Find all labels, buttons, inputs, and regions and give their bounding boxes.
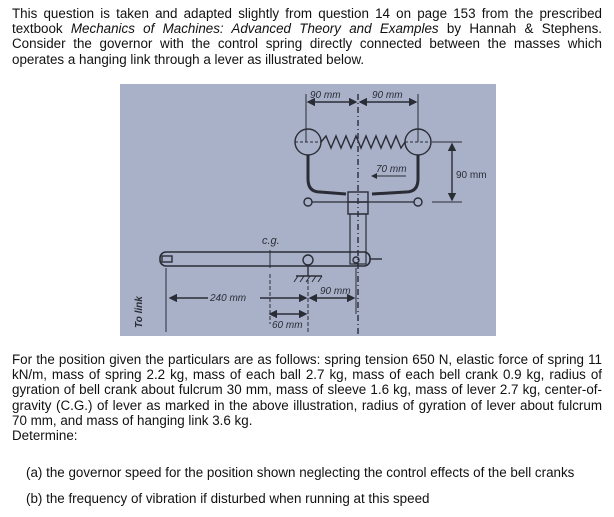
question-b: [26, 491, 606, 517]
book-title: Mechanics of Machines: Advanced Theory and Examples: [70, 21, 439, 37]
label-dim-top-right: 90 mm: [372, 90, 403, 101]
question-b-text: the frequency of vibration if disturbed when running at this speed: [46, 491, 430, 506]
label-cg: c.g.: [262, 235, 280, 247]
determine-label: Determine:: [12, 428, 78, 444]
label-dim-inner: 70 mm: [376, 164, 407, 175]
question-a: [26, 465, 606, 491]
question-a-label: (a): [26, 465, 43, 480]
intro-text-1: This question is taken and adapted slightly from question 14 on page 153 from the prescribed textbook: [12, 6, 602, 37]
intro-paragraph: [12, 6, 602, 67]
governor-diagram: [120, 84, 496, 336]
particulars-paragraph: [12, 352, 602, 443]
intro-text-2: by Hannah & Stephens. Consider the governor with the control spring directly connected between the masses which operates a hanging link through a lever as illustrated below.: [12, 21, 603, 67]
label-to-link: To link: [134, 296, 145, 328]
label-dim-fulcrum: 60 mm: [272, 320, 303, 331]
particulars-text: For the position given the particulars are as follows: spring tension 650 N, elastic force of spring 11 kN/m, mass of spring 2.2 kg, mass of each ball 2.7 kg, mass of each bell crank 0.9 kg, radius of gyration of bell crank about fulcrum 30 mm, mass of sleeve 1.6 kg, mass of lever 2.7 kg, center-of-gravity (C.G.) of lever as marked in the above illustration, radius of gyration of lever about fulcrum 70 mm, and mass of hanging link 3.6 kg.: [12, 352, 602, 428]
question-b-label: (b): [26, 491, 43, 506]
label-dim-link-offset: 90 mm: [320, 286, 351, 297]
label-dim-top-left: 90 mm: [310, 90, 341, 101]
label-dim-right: 90 mm: [456, 170, 487, 181]
question-a-text: the governor speed for the position shown neglecting the control effects of the bell cranks: [46, 465, 575, 480]
question-list: [26, 465, 606, 517]
label-dim-lever-left: 240 mm: [210, 293, 247, 304]
governor-figure: [120, 84, 496, 336]
